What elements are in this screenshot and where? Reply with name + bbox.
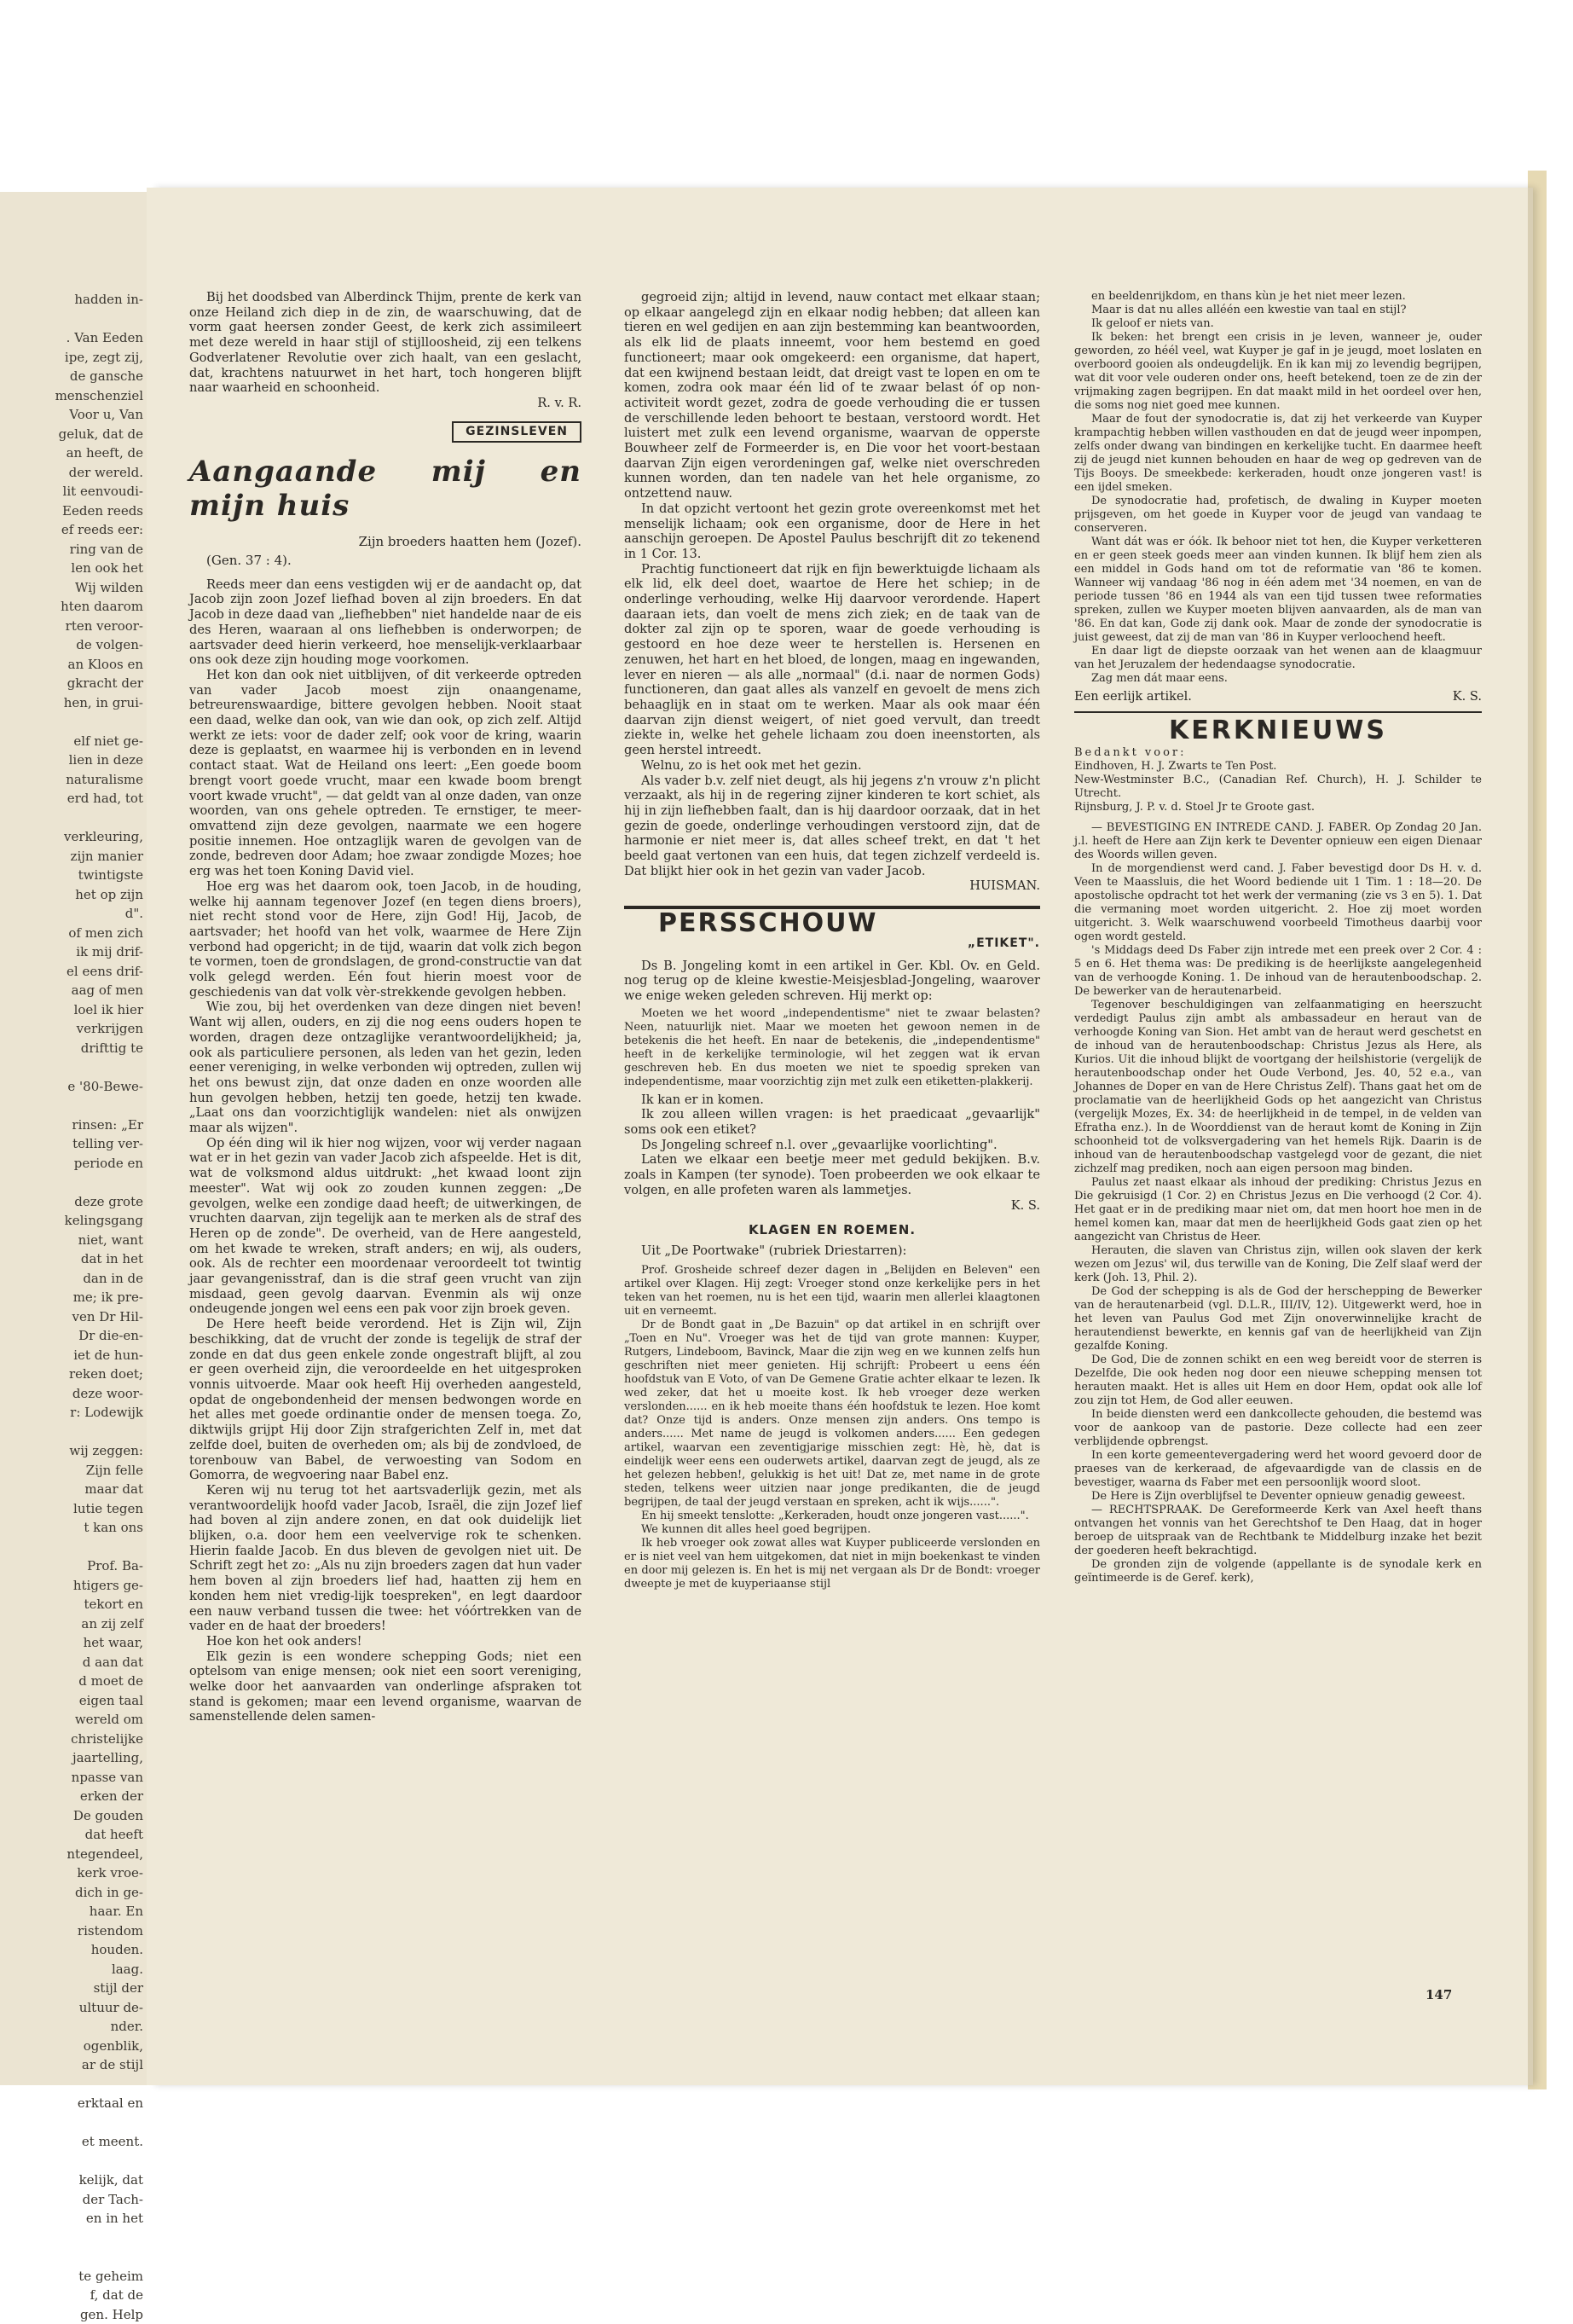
text-fragment: elf niet ge- xyxy=(0,732,143,751)
bedankt-list xyxy=(1074,760,1482,814)
text-fragment: der Tach- xyxy=(0,2190,143,2210)
article-continuation xyxy=(624,290,1040,878)
bedankt-label: Bedankt voor: xyxy=(1074,746,1482,760)
paragraph: We kunnen dit alles heel goed begrijpen. xyxy=(624,1523,1040,1537)
left-page-fragments xyxy=(0,290,143,2324)
klagen-heading: KLAGEN EN ROEMEN. xyxy=(624,1223,1040,1238)
text-fragment: aag of men xyxy=(0,981,143,1000)
bible-citation: (Gen. 37 : 4). xyxy=(206,553,581,569)
text-fragment: lit eenvoudi- xyxy=(0,482,143,501)
text-fragment: kerk vroe- xyxy=(0,1863,143,1883)
text-fragment xyxy=(0,2247,143,2267)
paragraph: De synodocratie had, profetisch, de dwaling in Kuyper moeten prijsgeven, om het goede in Kuyper voor de jeugd van vandaag te conserveren. xyxy=(1074,495,1482,536)
column-2 xyxy=(624,290,1040,1591)
paragraph: Reeds meer dan eens vestigden wij er de aandacht op, dat Jacob zijn zoon Jozef liefhad boven al zijn broeders. En dat Jacob in deze daad van „liefhebben" niet handelde naar de eis des Heren, waaraan al ons liefhebben is onderworpen; de aartsvader deed hierin verkeerd, hoe menselijk-verklaarbaar ons ook deze zijn houding moge voorkomen. xyxy=(189,577,581,668)
text-fragment: zijn manier xyxy=(0,847,143,866)
text-fragment: ik mij drif- xyxy=(0,942,143,962)
newspaper-page xyxy=(147,188,1528,2085)
text-fragment: de gansche xyxy=(0,367,143,386)
left-facing-page xyxy=(0,192,148,2085)
column-1 xyxy=(189,290,581,1724)
text-fragment: De gouden xyxy=(0,1806,143,1826)
text-fragment: wij zeggen: xyxy=(0,1441,143,1461)
closing-line xyxy=(1074,689,1482,704)
paragraph: Wie zou, bij het overdenken van deze dingen niet beven! Want wij allen, ouders, en zij die nog eens ouders hopen te worden, dragen deze ontzaglijke verantwoordelijkheid; ja, ook als particuliere personen, als leden van het gezin, leden eener vereniging, in welke verbonden wij optreden, zullen wij het ons bewust zijn, dat onze daden en onze woorden alle hun gevolgen hebben, hetzij ten goede, hetzij ten kwade. „Laat ons dan voorzichtiglijk wandelen: niet als onwijzen maar als wijzen". xyxy=(189,1000,581,1135)
text-fragment xyxy=(0,310,143,329)
text-fragment: eigen taal xyxy=(0,1691,143,1711)
text-fragment: verkrijgen xyxy=(0,1019,143,1039)
text-fragment xyxy=(0,1423,143,1442)
page-edge xyxy=(1528,171,1547,2089)
pers-paragraph: Ik zou alleen willen vragen: is het praedicaat „gevaarlijk" soms ook een etiket? xyxy=(624,1107,1040,1137)
text-fragment: e '80-Bewe- xyxy=(0,1077,143,1097)
pers-signature: K. S. xyxy=(624,1198,1040,1214)
text-fragment: ristendom xyxy=(0,1921,143,1941)
paragraph: Ik geloof er niets van. xyxy=(1074,317,1482,331)
section-divider xyxy=(1074,711,1482,713)
kerknieuws-body xyxy=(1074,821,1482,1585)
paragraph: Zag men dát maar eens. xyxy=(1074,672,1482,686)
text-fragment: ipe, zegt zij, xyxy=(0,348,143,368)
text-fragment: d moet de xyxy=(0,1672,143,1691)
paragraph: En hij smeekt tenslotte: „Kerkeraden, houdt onze jongeren vast......". xyxy=(624,1510,1040,1523)
text-fragment: erken der xyxy=(0,1787,143,1806)
text-fragment: dich in ge- xyxy=(0,1883,143,1903)
text-fragment: r: Lodewijk xyxy=(0,1403,143,1423)
text-fragment: gen. Help xyxy=(0,2305,143,2324)
pers-paragraph: Ik kan er in komen. xyxy=(624,1092,1040,1108)
text-fragment: telling ver- xyxy=(0,1134,143,1154)
paragraph: Ik heb vroeger ook zowat alles wat Kuyper publiceerde verslonden en er is niet veel van hem uitgekomen, dat niet in mijn boekenkast te vinden en door mij gelezen is. En het is mij net vergaan als Dr de Bondt: vroeger dweepte je met de kuyperiaanse stijl xyxy=(624,1537,1040,1591)
text-fragment: menschenziel xyxy=(0,386,143,406)
text-fragment: periode en xyxy=(0,1154,143,1174)
intro-signature: R. v. R. xyxy=(189,396,581,411)
text-fragment: reken doet; xyxy=(0,1365,143,1384)
text-fragment: hten daarom xyxy=(0,597,143,617)
text-fragment: deze grote xyxy=(0,1192,143,1212)
paragraph: De God der schepping is als de God der herschepping de Bewerker van de herautenarbeid (vgl. D.L.R., III/IV, 12). Uitgewerkt werd, hoe in het leven van Paulus God met Zijn onoverwinnelijke kracht de herautendienst bewerkte, en kennis gaf van de heerlijkheid van Zijn gezalfde Koning. xyxy=(1074,1285,1482,1353)
text-fragment: Voor u, Van xyxy=(0,405,143,425)
text-fragment: len ook het xyxy=(0,559,143,578)
bedankt-line: Eindhoven, H. J. Zwarts te Ten Post. xyxy=(1074,760,1482,774)
text-fragment: lutie tegen xyxy=(0,1499,143,1519)
text-fragment: wereld om xyxy=(0,1710,143,1730)
klagen-continuation xyxy=(1074,290,1482,686)
text-fragment: het op zijn xyxy=(0,885,143,905)
text-fragment: d". xyxy=(0,904,143,924)
paragraph: Ik beken: het brengt een crisis in je leven, wanneer je, ouder geworden, zo héél veel, wat Kuyper je gaf in je jeugd, moet loslaten en overboord gooien als ondeugdelijk. En ik kan mij zo levendig begrijpen, wat dit voor vele ouderen onder ons, heeft betekend, toen ze de zin der vrijmaking zagen begrijpen. En dat maakt mild in het oordeel over hen, die soms nog niet goed mee kunnen. xyxy=(1074,331,1482,413)
text-fragment xyxy=(0,2152,143,2171)
paragraph: Tegenover beschuldigingen van zelfaanmatiging en heerszucht verdedigt Paulus zijn ambt als ambassadeur en heraut van de verhoogde Koning van Sion. Het ambt van de heraut werd geschetst en de inhoud van de herautenboodschap: Christus Jezus als Here, als Kurios. Uit die inhoud blijkt de voortgang der heilshistorie (vergelijk de herautenboodschap onder het Oude Verbond, Jes. 40, 52 e.a., van Johannes de Doper en van de Here Christus Zelf). Thans gaat het om de proclamatie van de heerlijkheid Gods op het aangezicht van Christus (vergelijk Mozes, Ex. 34: de heerlijkheid in de tempel, in de velden van Efratha enz.). In de Woorddienst van de heraut komt de Koning in Zijn schoonheid tot de volksvergadering van het hemels Rijk. Daarin is de inhoud van de herautenboodschap vastgelegd voor de gezant, die niet zichzelf mag prediken, noch aan eigen persoon mag binden. xyxy=(1074,999,1482,1176)
text-fragment: rinsen: „Er xyxy=(0,1116,143,1135)
intro-paragraph: Bij het doodsbed van Alberdinck Thijm, prente de kerk van onze Heiland zich diep in de zin, de waarschuwing, dat de vorm gaat heersen zonder Geest, de kerk zich assimileert met deze wereld in haar stijl of stijlloosheid, zij een telkens Godverlatener Revolutie over zich haalt, van een geslacht, dat, krachtens natuurwet in het hart, toch hongeren blijft naar waarheid en schoonheid. xyxy=(189,290,581,396)
kerknieuws-heading: KERKNIEUWS xyxy=(1074,723,1482,739)
paragraph: Hoe erg was het daarom ook, toen Jacob, in de houding, welke hij aannam tegenover Jozef (en tegen diens broers), niet recht stond voor de Here, zijn God! Hij, Jacob, de aartsvader; het hoofd van het volk, waarmee de Here Zijn verbond had opgericht; in de tijd, waarin dat volk zich begon te vormen, toen de grondslagen, de grond-constructie van dat volk gelegd werden. Eén fout hierin moest voor de geschiedenis van dat volk vèr-strekkende gevolgen hebben. xyxy=(189,879,581,1000)
column-3 xyxy=(1074,290,1482,1585)
text-fragment: dan in de xyxy=(0,1269,143,1289)
pers-intro: Ds B. Jongeling komt in een artikel in Ger. Kbl. Ov. en Geld. nog terug op de kleine kwestie-Meisjesblad-Jongeling, waarover we enige weken geleden schreven. Hij merkt op: xyxy=(624,959,1040,1004)
closing-text: Een eerlijk artikel. xyxy=(1074,689,1192,704)
klagen-source: Uit „De Poortwake" (rubriek Driestarren): xyxy=(624,1243,1040,1259)
text-fragment: Wij wilden xyxy=(0,578,143,598)
pers-quote: Moeten we het woord „independentisme" niet te zwaar belasten? Neen, natuurlijk niet. Maar we moeten het gewoon nemen in de betekenis die het heeft. En naar de betekenis, die „independentisme" heeft in de kerkelijke terminologie, wil het zeggen wat ik ervan geschreven heb. En dus moeten we niet te spoedig spreken van independentisme, maar voorzichtig zijn met zulk een etiketten-plakkerij. xyxy=(624,1007,1040,1089)
text-fragment: haar. En xyxy=(0,1902,143,1921)
paragraph: Het kon dan ook niet uitblijven, of dit verkeerde optreden van vader Jacob moest zijn onaangename, betreurenswaardige, bittere gevolgen hebben. Nooit staat een daad, welke dan ook, van wie dan ook, op zich zelf. Altijd werkt ze iets: voor de dader zelf; ook voor de kring, waarin deze is geplaatst, en waarmee hij is verbonden en in levend contact staat. Wat de Heiland ons leert: „Een goede boom brengt voort goede vrucht, maar een kwade boom brengt voort kwade vrucht", — dat geldt van al onze daden, van onze woorden, van ons gehele optreden. Te ernstiger, te meer-omvattend zijn deze gevolgen, naarmate we een hogere positie innemen. Hoe ontzaglijk waren de gevolgen van de zonde, bedreven door Adam; hoe zwaar zondigde Mozes; hoe erg was het toen Koning David viel. xyxy=(189,668,581,879)
text-fragment: laag. xyxy=(0,1960,143,1979)
paragraph: Herauten, die slaven van Christus zijn, willen ook slaven der kerk wezen om Jezus' wil, dus terwille van de Koning, Die Zelf slaaf werd der kerk (Joh. 13, Phil. 2). xyxy=(1074,1244,1482,1285)
text-fragment: an heeft, de xyxy=(0,443,143,463)
text-fragment: der wereld. xyxy=(0,463,143,483)
paragraph: Prof. Grosheide schreef dezer dagen in „Belijden en Beleven" een artikel over Klagen. Hij zegt: Vroeger stond onze kerkelijke pers in het teken van het roemen, nu is het een tijd, waarin men allerlei klaagtonen uit en verneemt. xyxy=(624,1264,1040,1318)
paragraph: Want dát was er óók. Ik behoor niet tot hen, die Kuyper verketteren en er geen steek goeds meer aan vinden kunnen. Ik blijf hem zien als een middel in Gods hand om tot de reformatie van '86 te komen. Wanneer wij vandaag '86 nog in één adem met '34 noemen, en van de periode tussen '86 en 1944 als van een tijd tussen twee reformaties spreken, zullen we Kuyper moeten blijven aanvaarden, als de man van '86. En dat kan, Gode zij dank ook. Maar de zonde der synodocratie is juist geweest, dat zij de man van '86 in Kuyper verloochend heeft. xyxy=(1074,536,1482,645)
text-fragment: npasse van xyxy=(0,1768,143,1788)
paragraph: Hoe kon het ook anders! xyxy=(189,1634,581,1649)
paragraph: In beide diensten werd een dankcollecte gehouden, die bestemd was voor de aankoop van de pastorie. Deze collecte had een zeer verblijdende opbrengst. xyxy=(1074,1408,1482,1449)
text-fragment: stijl der xyxy=(0,1979,143,1998)
paragraph: Maar is dat nu alles alléén een kwestie van taal en stijl? xyxy=(1074,304,1482,317)
bedankt-line: New-Westminster B.C., (Canadian Ref. Church), H. J. Schilder te Utrecht. xyxy=(1074,774,1482,801)
text-fragment xyxy=(0,1096,143,1116)
text-fragment: en in het xyxy=(0,2209,143,2228)
text-fragment: het waar, xyxy=(0,1633,143,1653)
text-fragment xyxy=(0,808,143,828)
text-fragment: d aan dat xyxy=(0,1653,143,1672)
text-fragment: . Van Eeden xyxy=(0,328,143,348)
page-number: 147 xyxy=(1426,1987,1452,2002)
paragraph: De gronden zijn de volgende (appellante is de synodale kerk en geïntimeerde is de Geref. kerk), xyxy=(1074,1558,1482,1585)
paragraph: Maar de fout der synodocratie is, dat zij het verkeerde van Kuyper krampachtig hebben willen vasthouden en dat de jeugd weer inpompen, zelfs onder dwang van bindingen en kerkelijke tucht. En daarmee heeft zij de jeugd niet kunnen behouden en haar de weg op gedreven van de Tijs Booys. De smeekbede: kerkeraden, houdt onze jongeren vast! is een ijdel smeken. xyxy=(1074,413,1482,495)
paragraph: En daar ligt de diepste oorzaak van het wenen aan de klaagmuur van het Jeruzalem der hedendaagse synodocratie. xyxy=(1074,645,1482,672)
paragraph: Elk gezin is een wondere schepping Gods; niet een optelsom van enige mensen; ook niet een soort vereniging, welke door het aanvaarden van onderlinge afspraken tot stand is gekomen; maar een levend organisme, waarvan de samenstellende delen samen- xyxy=(189,1649,581,1725)
text-fragment: niet, want xyxy=(0,1231,143,1250)
text-fragment: Eeden reeds xyxy=(0,501,143,521)
paragraph: De Here heeft beide verordend. Het is Zijn wil, Zijn beschikking, dat de vrucht der zonde is tegelijk de straf der zonde en dat dus geen enkele zonde ongestraft blijft, al zou er geen overheid zijn, die veroordeelde en het uitgesproken vonnis uitvoerde. Maar ook heeft Hij overheden aangesteld, opdat de ongebondenheid der mensen bedwongen worde en het alles met goede ordinantie onder de mensen toega. Zo, diktwijls grijpt Hij door Zijn strafgerichten Zelf in, met dat zelfde doel, buiten de overheden om; als bij de zondvloed, de torenbouw van Babel, de verwoesting van Sodom en Gomorra, de wegvoering naar Babel enz. xyxy=(189,1317,581,1483)
article-body xyxy=(189,577,581,1724)
paragraph: Op één ding wil ik hier nog wijzen, voor wij verder nagaan wat er in het gezin van vader Jacob zich afspeelde. Het is dit, wat de volksmond aldus uitdrukt: „het kwaad loont zijn meester". Wat wij ook zo zouden kunnen zeggen: „De gevolgen, welke een zondige daad heeft; de uitwerkingen, de vruchten daarvan, zijn tegelijk aan te merken als de straf des Heren op de zonde". De overheid, van de Here aangesteld, om het kwade te wreken, straft anders; en wij, als ouders, ook. Als de rechter een moordenaar veroordeelt tot twintig jaar gevangenisstraf, dan is die straf geen vrucht van zijn misdaad, geen gevolg daarvan. Evenmin als wij onze ondeugende jongen wel eens een pak voor zijn broek geven. xyxy=(189,1136,581,1317)
text-fragment: loel ik hier xyxy=(0,1000,143,1020)
text-fragment: an zij zelf xyxy=(0,1614,143,1634)
text-fragment: dat in het xyxy=(0,1249,143,1269)
text-fragment: nder. xyxy=(0,2017,143,2037)
text-fragment xyxy=(0,2113,143,2133)
text-fragment: ef reeds eer: xyxy=(0,520,143,540)
text-fragment: lien in deze xyxy=(0,751,143,770)
text-fragment: verkleuring, xyxy=(0,827,143,847)
text-fragment: an Kloos en xyxy=(0,655,143,675)
text-fragment: Prof. Ba- xyxy=(0,1556,143,1576)
text-fragment: el eens drif- xyxy=(0,962,143,982)
text-fragment: hadden in- xyxy=(0,290,143,310)
text-fragment: erd had, tot xyxy=(0,789,143,808)
text-fragment: iet de hun- xyxy=(0,1346,143,1365)
text-fragment: htigers ge- xyxy=(0,1576,143,1596)
paragraph: Als vader b.v. zelf niet deugt, als hij jegens z'n vrouw z'n plicht verzaakt, als hij in de regering zijner kinderen te kort schiet, als hij in zijn liefhebben faalt, dan is hij daardoor oorzaak, dat in het gezin de goede, onderlinge verhoudingen verstoord zijn, dat de harmonie er niet meer is, dat alles scheef trekt, en dat 't het beeld gaat vertonen van een huis, dat tegen zichzelf verdeeld is. Dat blijkt hier ook in het gezin van vader Jacob. xyxy=(624,774,1040,879)
text-fragment: kelijk, dat xyxy=(0,2170,143,2190)
text-fragment xyxy=(0,1058,143,1077)
article-title: Aangaande mij en mijn huis xyxy=(189,455,581,523)
text-fragment: kelingsgang xyxy=(0,1211,143,1231)
paragraph: In een korte gemeentevergadering werd het woord gevoerd door de praeses van de kerkeraad, de afgevaardigde van de classis en de bevestiger, waarna ds Faber met een persoonlijk woord sloot. xyxy=(1074,1449,1482,1490)
text-fragment: deze woor- xyxy=(0,1384,143,1404)
paragraph: — RECHTSPRAAK. De Gereformeerde Kerk van Axel heeft thans ontvangen het vonnis van het Gerechtshof te Den Haag, dat in hoger beroep de uitspraak van de Rechtbank te Middelburg inzake het bezit der goederen heeft bekrachtigd. xyxy=(1074,1504,1482,1558)
text-fragment: naturalisme xyxy=(0,770,143,790)
text-fragment: tekort en xyxy=(0,1595,143,1614)
paragraph: Paulus zet naast elkaar als inhoud der prediking: Christus Jezus en Die gekruisigd (1 Cor. 2) en Christus Jezus en Die verhoogd (2 Cor. 4). Het gaat er in de prediking maar niet om, dat men hoort hoe men in de hemel komen kan, maar dat men de heerlijkheid Gods gaat zien op het aangezicht van Christus de Heer. xyxy=(1074,1176,1482,1244)
text-fragment: te geheim xyxy=(0,2267,143,2286)
text-fragment: drifttig te xyxy=(0,1039,143,1058)
text-fragment: erktaal en xyxy=(0,2094,143,2113)
text-fragment: ar de stijl xyxy=(0,2055,143,2075)
text-fragment: houden. xyxy=(0,1940,143,1960)
bible-quote: Zijn broeders haatten hem (Jozef). xyxy=(189,535,581,550)
closing-signature: K. S. xyxy=(1453,689,1482,704)
text-fragment: ntegendeel, xyxy=(0,1845,143,1864)
text-fragment: maar dat xyxy=(0,1480,143,1499)
text-fragment: ring van de xyxy=(0,540,143,559)
paragraph: en beeldenrijkdom, en thans kùn je het niet meer lezen. xyxy=(1074,290,1482,304)
text-fragment: twintigste xyxy=(0,866,143,885)
text-fragment: ven Dr Hil- xyxy=(0,1307,143,1327)
text-fragment xyxy=(0,1538,143,1557)
paragraph: — BEVESTIGING EN INTREDE CAND. J. FABER. Op Zondag 20 Jan. j.l. heeft de Here aan Zijn kerk te Deventer opnieuw een eigen Dienaar des Woords willen geven. xyxy=(1074,821,1482,862)
article-signature: HUISMAN. xyxy=(624,878,1040,894)
persschouw-heading: PERSSCHOUW xyxy=(658,916,1040,931)
paragraph: In dat opzicht vertoont het gezin grote overeenkomst met het menselijk lichaam; ook een organisme, door de Here in het aanschijn geroepen. De Apostel Paulus beschrijft dit zo tekenend in 1 Cor. 13. xyxy=(624,501,1040,562)
paragraph: Prachtig functioneert dat rijk en fijn bewerktuigde lichaam als elk lid, elk deel doet, waartoe de Here het schiep; in de onderlinge verhouding, welke Hij daarvoor verordende. Hapert daaraan iets, dan voelt de mens zich ziek; en de taak van de dokter zal zijn op te sporen, waar de goede verhouding is gestoord en hoe deze weer te herstellen is. Hersenen en zenuwen, het hart en het bloed, de longen, maag en ingewanden, lever en nieren — als alle „normaal" (d.i. naar de normen Gods) functioneren, dan gaat alles als vanzelf en gevoelt de mens zich behaaglijk en in staat om te werken. Maar als ook maar één daarvan zijn dienst weigert, of niet goed vervult, dan treedt ziekte in, welke het gehele lichaam zou doen ineenstorten, als geen herstel intreedt. xyxy=(624,562,1040,758)
text-fragment xyxy=(0,2075,143,2095)
text-fragment: et meent. xyxy=(0,2132,143,2152)
text-fragment: of men zich xyxy=(0,924,143,943)
text-fragment xyxy=(0,712,143,732)
bedankt-line: Rijnsburg, J. P. v. d. Stoel Jr te Groote gast. xyxy=(1074,801,1482,814)
text-fragment: christelijke xyxy=(0,1730,143,1749)
text-fragment: Dr die-en- xyxy=(0,1326,143,1346)
text-fragment: hen, in grui- xyxy=(0,693,143,713)
text-fragment: ultuur de- xyxy=(0,1998,143,2018)
text-fragment: jaartelling, xyxy=(0,1748,143,1768)
text-fragment: me; ik pre- xyxy=(0,1288,143,1307)
paragraph: In de morgendienst werd cand. J. Faber bevestigd door Ds H. v. d. Veen te Maassluis, die het Woord bediende uit 1 Tim. 1 : 18—20. De apostolische opdracht tot het werk der vermaning (zie vs 3 en 5). 1. Dat die vermaning moet worden uitgericht. 2. Hoe zij moet worden uitgericht. 3. Welk waarschuwend voorbeeld Timotheus daarbij voor ogen wordt gesteld. xyxy=(1074,862,1482,944)
rubric-label: GEZINSLEVEN xyxy=(452,421,581,443)
paragraph: gegroeid zijn; altijd in levend, nauw contact met elkaar staan; op elkaar aangelegd zijn en elkaar nodig hebben; dat alleen kan tieren en wel gedijen en aan zijn bestemming kan beantwoorden, als elk lid de plaats inneemt, voor hem bestemd en goed functioneert; maar ook omgekeerd: een organisme, dat hapert, dat een kwijnend bestaan leidt, dat dreigt vast te lopen en om te komen, zodra ook maar één lid of te zwaar belast óf op non-activiteit wordt gezet, zodra de goede verhouding die er tussen de verschillende leden behoort te bestaan, verstoord wordt. Het luistert met zulk een levend organisme, waarvan de opperste Bouwheer zelf de Formeerder is, en Die voor het voort-bestaan daarvan Zijn eigen verordeningen gaf, welke niet overschreden kunnen worden, dan ten nadele van het hele organisme, zo ontzettend nauw. xyxy=(624,290,1040,501)
text-fragment xyxy=(0,2228,143,2248)
text-fragment: geluk, dat de xyxy=(0,425,143,444)
paragraph: 's Middags deed Ds Faber zijn intrede met een preek over 2 Cor. 4 : 5 en 6. Het thema was: De prediking is de heerlijkste aangelegenheid van de verhoogde Koning. 1. De inhoud van de herautenboodschap. 2. De bewerker van de herautenarbeid. xyxy=(1074,944,1482,999)
text-fragment: ogenblik, xyxy=(0,2037,143,2056)
pers-paragraph: Ds Jongeling schreef n.l. over „gevaarlijke voorlichting". xyxy=(624,1138,1040,1153)
text-fragment: dat heeft xyxy=(0,1825,143,1845)
text-fragment: rten veroor- xyxy=(0,617,143,636)
text-fragment: Zijn felle xyxy=(0,1461,143,1481)
text-fragment: f, dat de xyxy=(0,2286,143,2305)
klagen-quote xyxy=(624,1264,1040,1591)
text-fragment: de volgen- xyxy=(0,635,143,655)
paragraph: De Here is Zijn overblijfsel te Deventer opnieuw genadig geweest. xyxy=(1074,1490,1482,1504)
paragraph: Welnu, zo is het ook met het gezin. xyxy=(624,758,1040,774)
paragraph: Dr de Bondt gaat in „De Bazuin" op dat artikel in en schrijft over „Toen en Nu". Vroeger was het de tijd van grote mannen: Kuyper, Rutgers, Lindeboom, Bavinck, Maar die zijn weg en we kunnen zelfs hun geschriften niet meer genieten. Hij schrijft: Probeert u eens één hoofdstuk van E Voto, of van De Gemene Gratie achter elkaar te lezen. Ik wed zeker, dat het u moeite kost. Ik heb vroeger deze werken verslonden...... en ik heb moeite thans één hoofdstuk te lezen. Hoe komt dat? Onze tijd is anders. Onze mensen zijn anders. Ons tempo is anders...... Met name de jeugd is volkomen anders...... Een gedegen artikel, waarvan een zeventigjarige misschien zegt: Hè, hè, dat is eindelijk weer eens een ouderwets artikel, daarvan zegt de jeugd, als ze het gelezen hebben!, gelukkig is het uit! Dat ze, met name in de grote steden, telkens weer uitzien naar jonge predikanten, die de jeugd begrijpen, de taal der jeugd verstaan en spreken, acht ik wijs......". xyxy=(624,1318,1040,1510)
etiket-subheading: „ETIKET". xyxy=(624,936,1040,952)
text-fragment: t kan ons xyxy=(0,1518,143,1538)
text-fragment xyxy=(0,1173,143,1192)
text-fragment: gkracht der xyxy=(0,674,143,693)
paragraph: De God, Die de zonnen schikt en een weg bereidt voor de sterren is Dezelfde, Die ook heden nog door een nieuwe schepping mensen tot herauten maakt. Het is alles uit Hem en door Hem, opdat ook alle lof zou zijn tot Hem, de God aller eeuwen. xyxy=(1074,1353,1482,1408)
paragraph: Keren wij nu terug tot het aartsvaderlijk gezin, met als verantwoordelijk hoofd vader Jacob, Israël, die zijn Jozef lief had boven al zijn andere zonen, en dat ook duidelijk liet blijken, o.a. door hem een veelvervige rok te schenken. Hierin faalde Jacob. En dus bleven de gevolgen niet uit. De Schrift zegt het zo: „Als nu zijn broeders zagen dat hun vader hem boven al zijn broeders lief had, haatten zij hem en konden hem niet vredig-lijk toespreken", en legt daardoor een nauw verband tussen die twee: het vóórtrekken van de vader en de haat der broeders! xyxy=(189,1483,581,1634)
pers-paragraph: Laten we elkaar een beetje meer met geduld bekijken. B.v. zoals in Kampen (ter synode). Toen probeerden we ook elkaar te volgen, en alle profeten waren als lammetjes. xyxy=(624,1152,1040,1197)
